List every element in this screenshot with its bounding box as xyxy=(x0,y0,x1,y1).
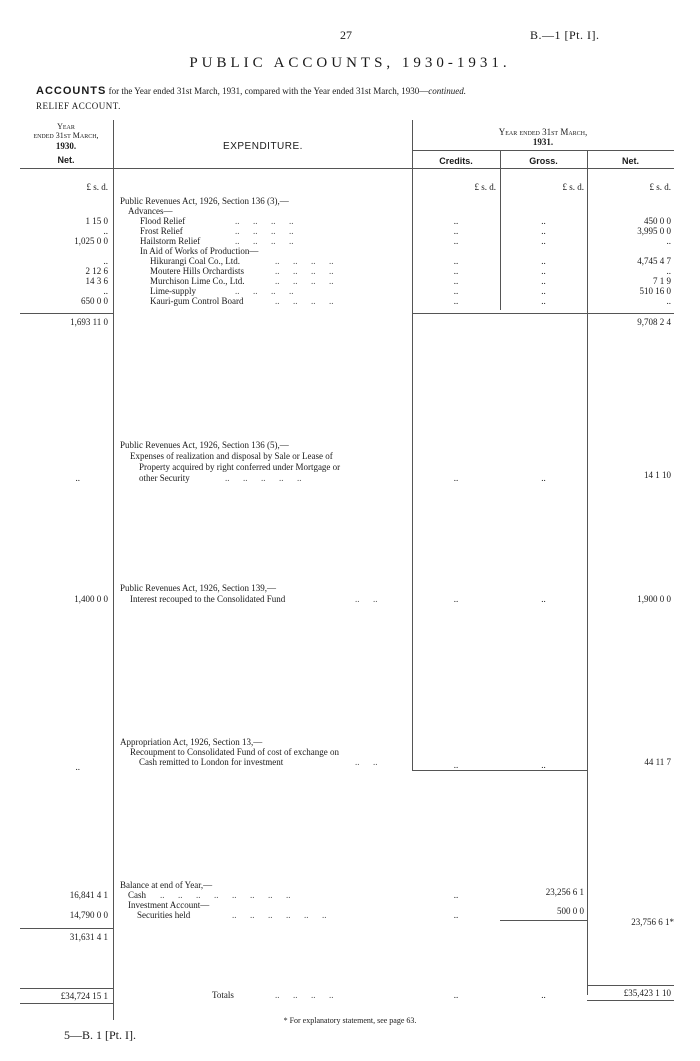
leader-dots: .. .. .. .. xyxy=(235,236,294,246)
section2-prev: .. xyxy=(75,473,80,483)
section2-line-1: Expenses of realization and disposal by Sale or Lease of xyxy=(130,451,333,461)
section1-row-prev: .. xyxy=(103,226,108,236)
accounts-description: for the Year ended 31st March, 1931, compared with the Year ended 31st March, 1930— xyxy=(106,86,429,96)
totals-rule-net-bottom xyxy=(587,1000,674,1001)
balance-gross-rule xyxy=(500,920,587,921)
balance-securities-prev: 14,790 0 0 xyxy=(69,910,108,920)
balance-total-rule xyxy=(20,928,114,929)
section4-prev: .. xyxy=(75,762,80,772)
balance-investment-label: Investment Account— xyxy=(128,900,210,910)
leader-dots: .. .. .. .. xyxy=(275,296,334,306)
leader-dots: .. .. .. .. xyxy=(235,286,294,296)
section3-gross: .. xyxy=(541,594,546,604)
accounts-label: ACCOUNTS xyxy=(36,85,107,97)
section1-row-credits: .. xyxy=(453,216,459,226)
section1-subheading: Advances— xyxy=(128,206,173,216)
header-rule xyxy=(20,168,674,169)
prev-year-header-1: Year xyxy=(57,122,75,131)
continued-label: continued. xyxy=(428,86,467,96)
totals-rule-prev-top xyxy=(20,988,114,989)
prev-year-header-2: ended 31st March, xyxy=(33,131,99,140)
section1-row-label: Hailstorm Relief xyxy=(140,236,201,246)
section1-row-net: 450 0 0 xyxy=(644,216,671,226)
section1-row-prev: .. xyxy=(103,286,108,296)
balance-total-prev: 31,631 4 1 xyxy=(69,932,108,942)
section1-row-net: 510 16 0 xyxy=(639,286,671,296)
section1-row-credits: .. xyxy=(453,226,459,236)
section1-row-label: In Aid of Works of Production— xyxy=(140,246,259,256)
section1-row-label: Kauri-gum Control Board xyxy=(150,296,244,306)
page-footer: 5—B. 1 [Pt. I]. xyxy=(64,1028,136,1042)
section1-row-net: .. xyxy=(666,236,671,246)
account-name: RELIEF ACCOUNT. xyxy=(36,101,121,111)
section3-net: 1,900 0 0 xyxy=(637,594,671,604)
leader-dots: .. .. .. .. xyxy=(275,256,334,266)
section1-row-prev: 1 15 0 xyxy=(85,216,108,226)
prev-year-header-3: 1930. xyxy=(55,141,77,151)
totals-net: £35,423 1 10 xyxy=(623,988,671,998)
totals-credits: .. xyxy=(453,990,459,1000)
section1-row-label: Lime-supply xyxy=(150,286,196,296)
section1-row-prev: .. xyxy=(103,256,108,266)
balance-cash-label: Cash xyxy=(128,890,146,900)
section1-row-gross: .. xyxy=(541,256,546,266)
section1-row-gross: .. xyxy=(541,296,546,306)
section4-rule xyxy=(412,770,587,771)
section2-net: 14 1 10 xyxy=(644,470,671,480)
totals-gross: .. xyxy=(541,990,546,1000)
balance-cash-prev: 16,841 4 1 xyxy=(69,890,108,900)
header-rule-top xyxy=(412,150,674,151)
balance-securities-gross: 500 0 0 xyxy=(557,906,584,916)
section1-row-net: 4,745 4 7 xyxy=(637,256,671,266)
section1-row-label: Moutere Hills Orchardists xyxy=(150,266,244,276)
section2-credits: .. xyxy=(453,473,459,483)
section1-row-gross: .. xyxy=(541,236,546,246)
credits-header: Credits. xyxy=(439,156,473,166)
section1-row-label: Frost Relief xyxy=(140,226,183,236)
section1-row-credits: .. xyxy=(453,236,459,246)
section4-gross: .. xyxy=(541,760,546,770)
section1-row-prev: 2 12 6 xyxy=(85,266,108,276)
totals-prev: £34,724 15 1 xyxy=(60,991,108,1001)
current-year-header-1: Year ended 31st March, xyxy=(498,127,588,137)
section1-row-credits: .. xyxy=(453,266,459,276)
leader-dots: .. .. .. .. xyxy=(275,266,334,276)
page-title: PUBLIC ACCOUNTS, 1930-1931. xyxy=(189,55,511,71)
footnote: * For explanatory statement, see page 63. xyxy=(283,1016,417,1025)
section1-row-net: 3,995 0 0 xyxy=(637,226,671,236)
currency-units-credits: £ s. d. xyxy=(474,182,496,192)
section1-row-prev: 1,025 0 0 xyxy=(74,236,108,246)
totals-rule-prev-bottom xyxy=(20,1003,114,1004)
page-number: 27 xyxy=(340,28,352,42)
section3-credits: .. xyxy=(453,594,459,604)
balance-heading: Balance at end of Year,— xyxy=(120,880,213,890)
section1-total-prev: 1,693 11 0 xyxy=(70,317,108,327)
section1-heading: Public Revenues Act, 1926, Section 136 (3),— xyxy=(120,196,289,206)
leader-dots: .. .. .. .. xyxy=(275,990,334,1000)
leader-dots: .. .. .. .. .. xyxy=(225,473,302,483)
net-header: Net. xyxy=(621,156,639,166)
section1-row-credits: .. xyxy=(453,256,459,266)
leader-dots: .. .. .. .. .. .. .. .. xyxy=(160,890,291,900)
section4-heading: Appropriation Act, 1926, Section 13,— xyxy=(120,737,263,747)
section3-prev: 1,400 0 0 xyxy=(74,594,108,604)
section1-row-gross: .. xyxy=(541,226,546,236)
section1-row-net: .. xyxy=(666,296,671,306)
section3-heading: Public Revenues Act, 1926, Section 139,— xyxy=(120,583,276,593)
section1-total-net: 9,708 2 4 xyxy=(637,317,671,327)
section1-row-gross: .. xyxy=(541,286,546,296)
section1-row-net: 7 1 9 xyxy=(653,276,671,286)
current-year-header-2: 1931. xyxy=(532,137,554,147)
totals-rule-net-top xyxy=(587,985,674,986)
balance-net: 23,756 6 1* xyxy=(631,917,674,927)
section1-total-rule-cur xyxy=(412,313,674,314)
accounts-subheading xyxy=(36,85,466,97)
leader-dots: .. .. .. .. xyxy=(275,276,334,286)
section1-row-gross: .. xyxy=(541,276,546,286)
section2-heading: Public Revenues Act, 1926, Section 136 (5),— xyxy=(120,440,289,450)
section1-row-gross: .. xyxy=(541,216,546,226)
column-divider-prev xyxy=(113,120,114,1020)
section4-credits: .. xyxy=(453,760,459,770)
totals-label: Totals xyxy=(212,990,234,1000)
section1-row-label: Murchison Lime Co., Ltd. xyxy=(150,276,245,286)
section1-row-label: Hikurangi Coal Co., Ltd. xyxy=(150,256,240,266)
balance-securities-credits: .. xyxy=(453,910,459,920)
document-reference: B.—1 [Pt. I]. xyxy=(530,28,600,42)
section2-line-2: Property acquired by right conferred under Mortgage or xyxy=(139,462,341,472)
leader-dots: .. .. xyxy=(355,757,378,767)
gross-header: Gross. xyxy=(529,156,558,166)
leader-dots: .. .. .. .. xyxy=(235,216,294,226)
section1-row-credits: .. xyxy=(453,286,459,296)
currency-units-prev: £ s. d. xyxy=(86,182,108,192)
section4-net: 44 11 7 xyxy=(644,757,671,767)
leader-dots: .. .. .. .. xyxy=(235,226,294,236)
section2-line-3: other Security xyxy=(139,473,190,483)
section1-row-label: Flood Relief xyxy=(140,216,186,226)
section3-line-1: Interest recouped to the Consolidated Fund xyxy=(130,594,286,604)
balance-cash-credits: .. xyxy=(453,890,459,900)
section2-gross: .. xyxy=(541,473,546,483)
section1-row-net: .. xyxy=(666,266,671,276)
leader-dots: .. .. xyxy=(355,594,378,604)
prev-net-header: Net. xyxy=(57,155,75,165)
balance-securities-label: Securities held xyxy=(137,910,191,920)
section1-row-prev: 650 0 0 xyxy=(81,296,108,306)
section1-row-credits: .. xyxy=(453,276,459,286)
expenditure-header: EXPENDITURE. xyxy=(223,141,303,152)
section1-row-credits: .. xyxy=(453,296,459,306)
section1-row-gross: .. xyxy=(541,266,546,276)
currency-units-gross: £ s. d. xyxy=(562,182,584,192)
balance-cash-gross: 23,256 6 1 xyxy=(545,887,584,897)
section1-total-rule-prev xyxy=(20,313,114,314)
leader-dots: .. .. .. .. .. .. xyxy=(232,910,327,920)
section1-row-prev: 14 3 6 xyxy=(85,276,108,286)
section4-line-2: Cash remitted to London for investment xyxy=(139,757,284,767)
section4-line-1: Recoupment to Consolidated Fund of cost of exchange on xyxy=(130,747,339,757)
currency-units-net: £ s. d. xyxy=(649,182,671,192)
